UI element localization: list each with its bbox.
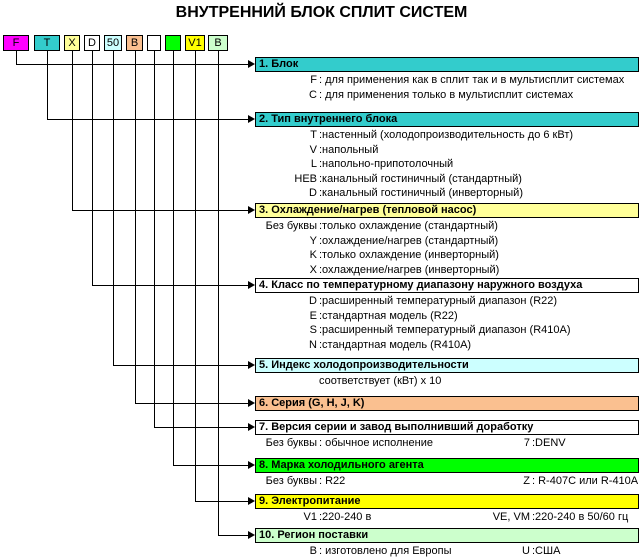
section-header: 3. Охлаждение/нагрев (тепловой насос) — [255, 203, 639, 218]
item-value: : R22 — [319, 475, 346, 487]
item-value: : для применения только в мультисплит системах — [319, 88, 574, 101]
arrow-right-icon — [248, 399, 255, 407]
item-value: :напольно-припотолочный — [319, 158, 454, 170]
item-value-secondary: :DENV — [532, 437, 566, 449]
connector-vertical — [47, 51, 48, 119]
item-value: :только охлаждение (стандартный) — [319, 220, 498, 232]
arrow-right-icon — [248, 115, 255, 123]
arrow-right-icon — [248, 497, 255, 505]
arrow-right-icon — [248, 461, 255, 469]
section-header: 7. Версия серии и завод выполнивший доработку — [255, 420, 639, 435]
item-value: :расширенный температурный диапазон (R22) — [319, 295, 558, 307]
item-key: Y — [309, 234, 317, 247]
item-key: S — [309, 324, 317, 336]
item-key-secondary: Z — [523, 475, 530, 487]
item-value: : для применения как в сплит так и в мультисплит системах — [319, 74, 625, 86]
connector-vertical — [113, 51, 114, 365]
item-key: L — [310, 158, 317, 170]
item-value: :стандартная модель (R410A) — [319, 338, 472, 351]
item-key: K — [309, 249, 317, 261]
page-title: ВНУТРЕННИЙ БЛОК СПЛИТ СИСТЕМ — [175, 4, 468, 21]
item-value-secondary: : R-407C или R-410A — [532, 475, 639, 487]
connector-vertical — [173, 51, 174, 465]
section-header: 8. Марка холодильного агента — [255, 458, 639, 473]
code-cell: D — [84, 35, 100, 51]
item-value: соответствует (кВт) х 10 — [319, 375, 442, 387]
section-header: 10. Регион поставки — [255, 528, 639, 543]
item-value: : изготовлено для Европы — [319, 545, 452, 557]
item-key-secondary: 7 — [523, 437, 530, 449]
code-cell: T — [34, 35, 60, 51]
item-key: Без буквы — [265, 437, 317, 449]
item-value: :стандартная модель (R22) — [319, 309, 458, 322]
connector-vertical — [154, 51, 155, 427]
connector-horizontal — [92, 285, 248, 286]
item-key: C — [309, 88, 317, 101]
item-value: :220-240 в — [319, 511, 372, 523]
item-value: :канальный гостиничный (инверторный) — [319, 187, 523, 199]
item-key: V — [309, 143, 317, 156]
item-value-secondary: :220-240 в 50/60 гц — [532, 511, 629, 523]
item-key: V1 — [303, 511, 317, 523]
connector-horizontal — [195, 501, 248, 502]
item-key: D — [309, 187, 317, 199]
item-value: :только охлаждение (инверторный) — [319, 249, 499, 261]
item-key: D — [309, 295, 317, 307]
section-header: 5. Индекс холодопроизводительности — [255, 358, 639, 373]
connector-horizontal — [173, 465, 248, 466]
item-key-secondary: U — [522, 545, 530, 557]
connector-vertical — [72, 51, 73, 210]
code-cell: F — [3, 35, 29, 51]
connector-horizontal — [218, 535, 248, 536]
connector-horizontal — [135, 403, 248, 404]
item-value-secondary: :США — [532, 545, 561, 557]
arrow-right-icon — [248, 531, 255, 539]
item-key: F — [310, 74, 317, 86]
connector-vertical — [195, 51, 196, 501]
connector-vertical — [135, 51, 136, 403]
item-value: :напольный — [319, 143, 379, 156]
item-key: N — [309, 338, 317, 351]
item-key: T — [310, 129, 317, 141]
section-header: 4. Класс по температурному диапазону наружного воздуха — [255, 278, 639, 293]
code-cell — [147, 35, 161, 51]
connector-vertical — [218, 51, 219, 535]
item-value: :охлаждение/нагрев (стандартный) — [319, 234, 499, 247]
item-value: :охлаждение/нагрев (инверторный) — [319, 263, 500, 276]
code-cell: B — [208, 35, 228, 51]
item-value: :расширенный температурный диапазон (R410A) — [319, 324, 571, 336]
code-cell: 50 — [104, 35, 122, 51]
code-cell: V1 — [185, 35, 205, 51]
code-cell: X — [64, 35, 80, 51]
connector-vertical — [92, 51, 93, 285]
section-header: 9. Электропитание — [255, 494, 639, 509]
item-key-secondary: VE, VM — [492, 511, 530, 523]
section-header: 6. Серия (G, H, J, K) — [255, 396, 639, 411]
connector-horizontal — [154, 427, 248, 428]
connector-horizontal — [113, 365, 248, 366]
arrow-right-icon — [248, 361, 255, 369]
connector-vertical — [16, 51, 17, 64]
item-key: Без буквы — [265, 220, 317, 232]
item-key: Без буквы — [265, 475, 317, 487]
item-value: :настенный (холодопроизводительность до 6 кВт) — [319, 129, 574, 141]
code-cell — [165, 35, 181, 51]
arrow-right-icon — [248, 281, 255, 289]
arrow-right-icon — [248, 206, 255, 214]
code-cell: B — [126, 35, 143, 51]
item-key: X — [309, 263, 317, 276]
item-key: B — [309, 545, 317, 557]
arrow-right-icon — [248, 60, 255, 68]
item-key: E — [309, 309, 317, 322]
connector-horizontal — [16, 64, 248, 65]
item-key: HEB — [294, 172, 317, 185]
item-value: :канальный гостиничный (стандартный) — [319, 172, 522, 185]
section-header: 1. Блок — [255, 57, 639, 72]
arrow-right-icon — [248, 423, 255, 431]
connector-horizontal — [72, 210, 248, 211]
item-value: : обычное исполнение — [319, 437, 433, 449]
section-header: 2. Тип внутреннего блока — [255, 112, 639, 127]
